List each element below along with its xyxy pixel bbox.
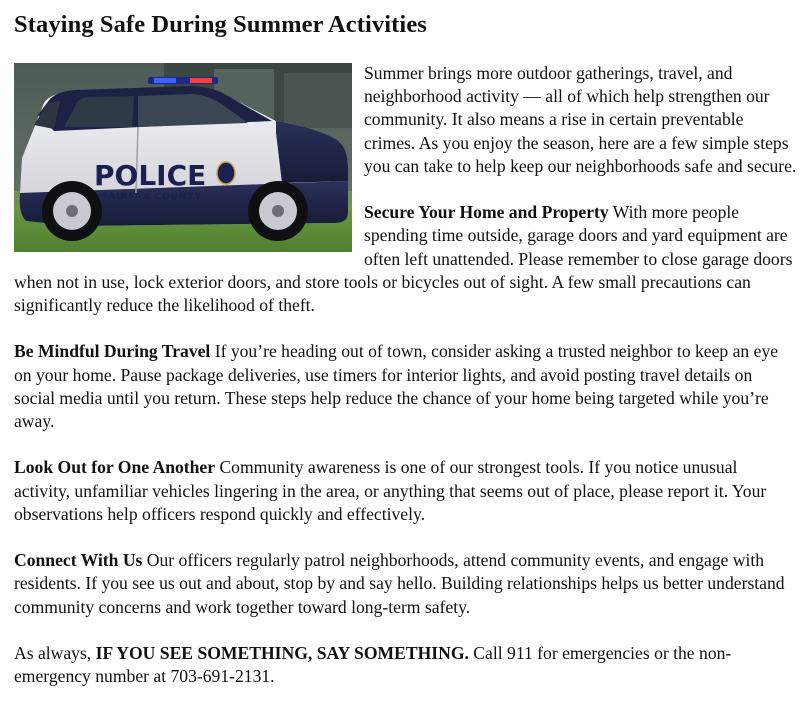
article-body: [14, 62, 797, 688]
intro-paragraph: Summer brings more outdoor gatherings, travel, and neighborhood activity — all of which help strengthen our community. It also means a rise in certain preventable crimes. As you enjoy the season, here are a few simple steps you can take to help keep our neighborhoods safe and secure.: [364, 63, 797, 176]
section-heading: Look Out for One Another: [14, 457, 216, 478]
section-look-out: [14, 456, 797, 526]
car-text-county: FAIRFAX COUNTY: [102, 192, 203, 202]
section-travel: [14, 340, 797, 433]
page-title: Staying Safe During Summer Activities: [14, 11, 427, 38]
car-text-police: POLICE: [94, 159, 207, 192]
closing-prefix: As always,: [14, 643, 96, 663]
section-heading: Be Mindful During Travel: [14, 341, 211, 362]
section-body: If you’re heading out of town, consider asking a trusted neighbor to keep an eye on your home. Pause package deliveries, use timers for interior lights, and avoid posting travel details on social media until you return. These steps help reduce the chance of your home being targeted while you’re away.: [14, 341, 779, 432]
section-heading: Secure Your Home and Property: [364, 202, 609, 223]
section-heading: Connect With Us: [14, 550, 143, 571]
section-body: Community awareness is one of our strongest tools. If you notice unusual activity, unfamiliar vehicles lingering in the area, or anything that seems out of place, please report it. Your observations help officers respond quickly and effectively.: [14, 457, 767, 524]
police-car-photo: [14, 63, 352, 252]
section-body: Our officers regularly patrol neighborhoods, attend community events, and engage with residents. If you see us out and about, stop by and say hello. Building relationships helps us better understand community concerns and work together toward long-term safety.: [14, 550, 785, 617]
section-connect: [14, 549, 797, 619]
document-page: [14, 8, 797, 712]
closing-paragraph: [14, 642, 797, 688]
section-body: With more people spending time outside, garage doors and yard equipment are often left unattended. Please remember to close garage doors when not in use, lock exterior doors, and store tools or bicycles out of sight. A few small precautions can significantly reduce the likelihood of theft.: [14, 202, 793, 316]
closing-suffix: Call 911 for emergencies or the non-emergency number at 703-691-2131.: [14, 643, 732, 687]
closing-emphasis: IF YOU SEE SOMETHING, SAY SOMETHING.: [95, 643, 469, 663]
